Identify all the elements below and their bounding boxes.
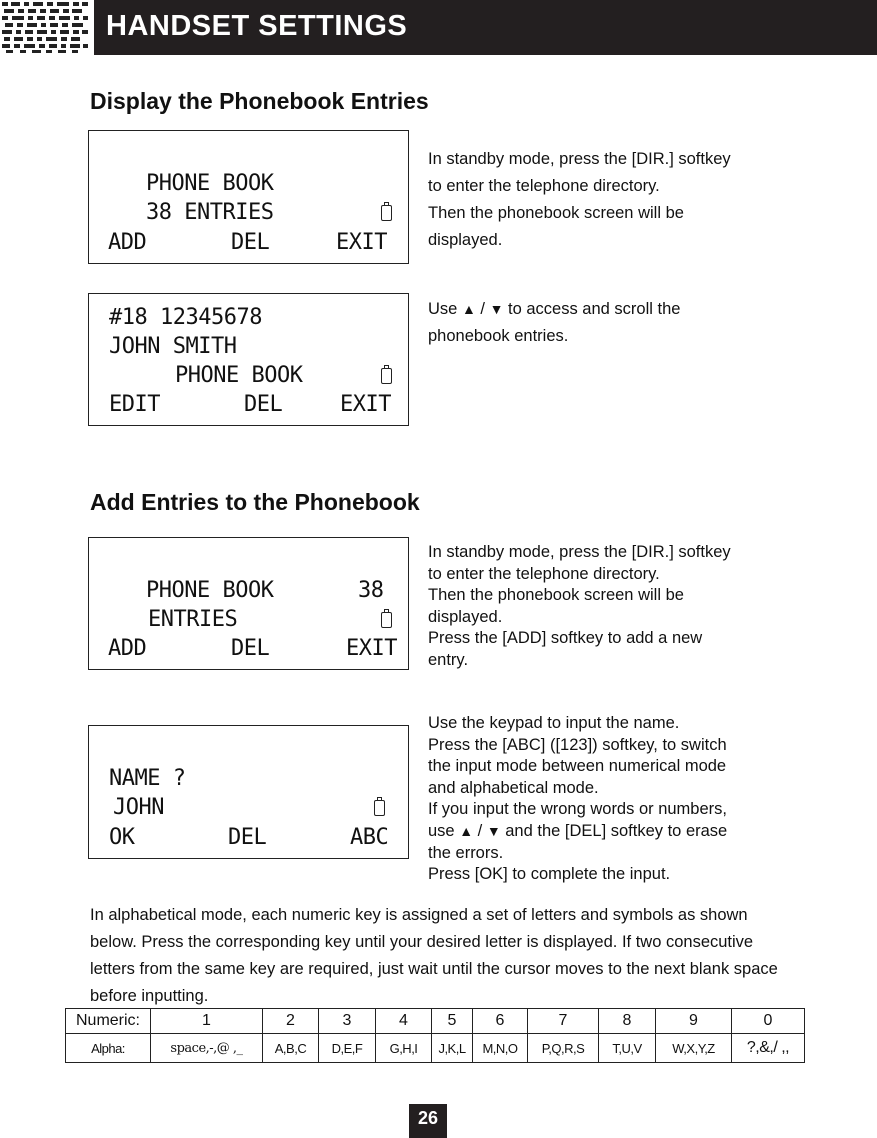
lcd-screen-phonebook [88,130,409,264]
lcd-line: JOHN SMITH [109,334,237,359]
alphabetical-mode-paragraph: In alphabetical mode, each numeric key is assigned a set of letters and symbols as shown below. Press the corresponding key until your desired letter is displayed. If two consecutive letters from the same key are required, just wait until the cursor moves to the next blank space before inputting. [90,906,778,1005]
description-line: entry. [428,650,469,669]
alpha-key: D,E,F [319,1034,376,1063]
keymap-alpha-row [66,1034,805,1063]
description-add [428,542,731,672]
down-arrow-icon: ▼ [489,301,504,317]
alpha-key: T,U,V [599,1034,656,1063]
alpha-key: W,X,Y,Z [656,1034,732,1063]
alpha-key: A,B,C [263,1034,319,1063]
section-title-display: Display the Phonebook Entries [90,88,429,114]
description-line: Use the keypad to input the name. [428,714,680,732]
numeric-key: 2 [263,1009,319,1034]
description-line: the errors. [428,843,504,862]
lcd-line: #18 12345678 [109,305,262,330]
softkey-del: DEL [231,636,270,661]
numeric-key: 1 [151,1009,263,1034]
description-line: to enter the telephone directory. [428,177,660,195]
alpha-key: P,Q,R,S [528,1034,599,1063]
description-line: phonebook entries. [428,327,569,345]
battery-icon [381,368,392,384]
keymap-table [65,1008,805,1063]
lcd-screen-entry [88,293,409,426]
softkey-del: DEL [231,230,270,255]
description-line: Then the phonebook screen will be [428,586,684,605]
page-number: 26 [409,1104,447,1138]
lcd-line: ENTRIES [148,607,238,632]
numeric-key: 0 [732,1009,805,1034]
numeric-key: 3 [319,1009,376,1034]
description-line: If you input the wrong words or numbers, [428,800,727,819]
description-line: In standby mode, press the [DIR.] softkey [428,543,731,561]
softkey-exit: EXIT [336,230,387,255]
lcd-entry-count: 38 [358,578,384,603]
lcd-screen-phonebook-add [88,537,409,670]
lcd-line: PHONE BOOK [175,363,303,388]
lcd-screen-name-input [88,725,409,859]
softkey-del: DEL [244,392,283,417]
description-line: displayed. [428,231,503,249]
battery-icon [381,612,392,628]
numeric-key: 4 [376,1009,432,1034]
numeric-key: 7 [528,1009,599,1034]
description-line: Press [OK] to complete the input. [428,865,671,884]
softkey-ok: OK [109,825,135,850]
keymap-numeric-row [66,1009,805,1034]
softkey-edit: EDIT [109,392,160,417]
description-line: and alphabetical mode. [428,778,599,797]
alpha-label: Alpha: [66,1034,151,1063]
softkey-add: ADD [108,636,147,661]
decorative-pattern-icon [0,0,90,55]
numeric-key: 5 [432,1009,473,1034]
battery-icon [381,205,392,221]
header-bar [94,0,877,55]
section-title-add: Add Entries to the Phonebook [90,489,420,515]
description-line: the input mode between numerical mode [428,757,727,776]
alpha-key: space,-,@ ,_ [151,1034,263,1063]
description-line: Then the phonebook screen will be [428,204,684,222]
up-arrow-icon: ▲ [461,301,476,317]
numeric-label: Numeric: [66,1009,151,1034]
softkey-exit: EXIT [340,392,391,417]
numeric-key: 8 [599,1009,656,1034]
description-line: to enter the telephone directory. [428,564,660,583]
lcd-line: PHONE BOOK [146,171,274,196]
softkey-add: ADD [108,230,147,255]
lcd-line: 38 ENTRIES [146,200,274,225]
softkey-del: DEL [228,825,267,850]
battery-icon [374,800,385,816]
description-line: use ▲ / ▼ and the [DEL] softkey to erase [428,821,728,840]
lcd-line: PHONE BOOK [146,578,274,603]
softkey-exit: EXIT [346,636,397,661]
description-line: Use ▲ / ▼ to access and scroll the [428,300,681,318]
page-title: HANDSET SETTINGS [106,10,408,42]
description-line: In standby mode, press the [DIR.] softkey [428,150,731,168]
description-line: displayed. [428,607,503,626]
numeric-key: 6 [473,1009,528,1034]
alpha-key: J,K,L [432,1034,473,1063]
description-display [428,146,731,254]
lcd-line: NAME ? [109,766,186,791]
numeric-key: 9 [656,1009,732,1034]
description-input [428,713,727,886]
alpha-key: M,N,O [473,1034,528,1063]
alpha-key: G,H,I [376,1034,432,1063]
description-line: Press the [ABC] ([123]) softkey, to switch [428,735,727,754]
lcd-line: JOHN [113,795,164,820]
alpha-key: ?,&,/ ,, [732,1034,805,1063]
down-arrow-icon: ▼ [486,822,501,839]
up-arrow-icon: ▲ [459,822,474,839]
description-line: Press the [ADD] softkey to add a new [428,629,703,648]
softkey-abc: ABC [350,825,389,850]
description-scroll [428,296,680,350]
